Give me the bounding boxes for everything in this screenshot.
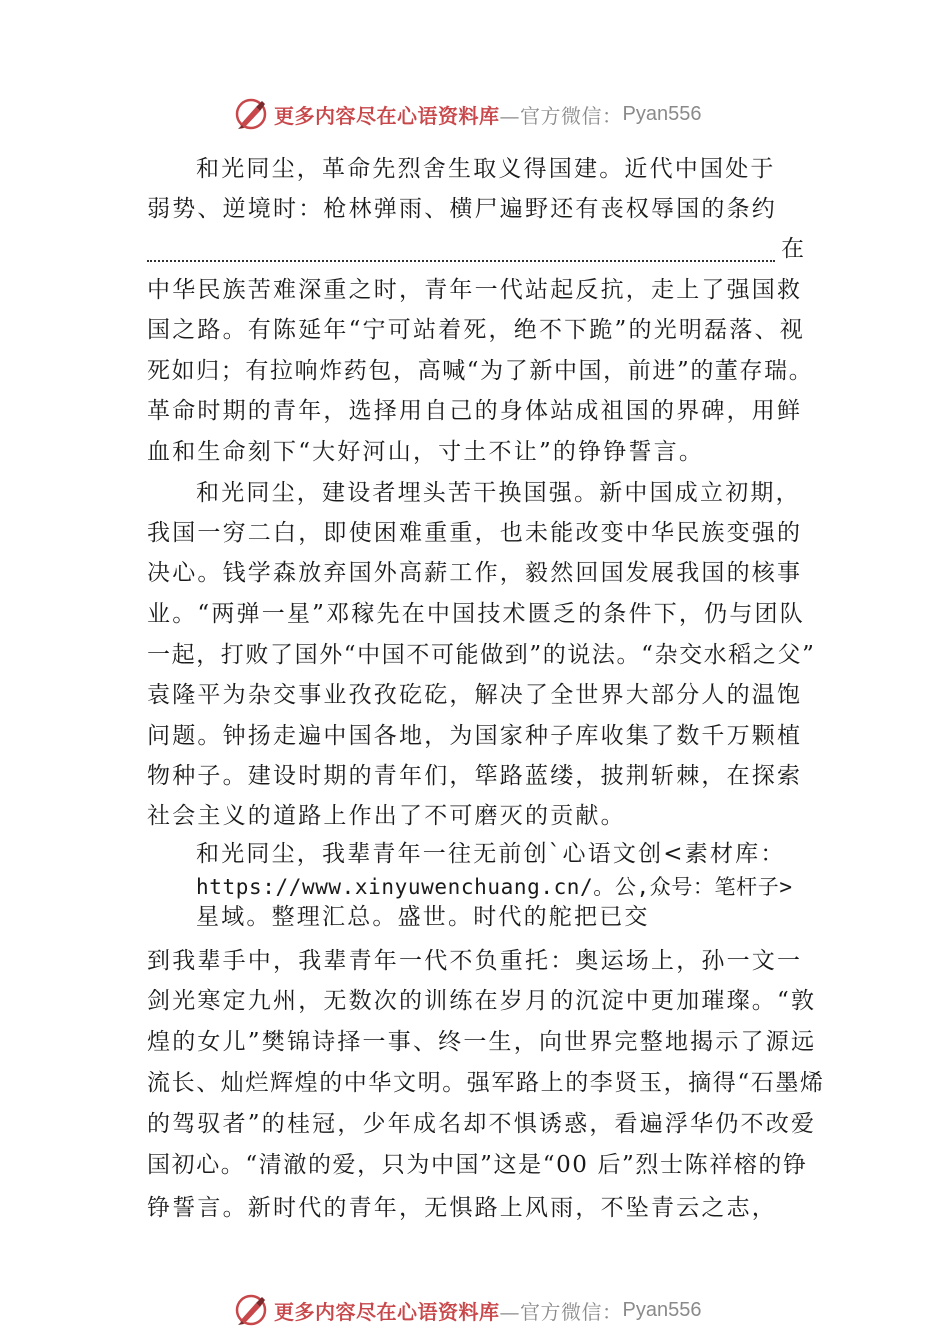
text-line: 社会主义的道路上作出了不可磨灭的贡献。 (147, 803, 626, 829)
text-line: 物种子。建设时期的青年们，筚路蓝缕，披荆斩棘，在探索 (147, 763, 803, 789)
banner-wechat-id: Pyan556 (622, 1298, 702, 1321)
text-line: 和光同尘，我辈青年一往无前创`心语文创<素材库： (196, 841, 786, 867)
text-line: 国之路。有陈延年“宁可站着死，绝不下跪”的光明磊落、视 (147, 317, 805, 343)
text-line: 煌的女儿”樊锦诗择一事、终一生，向世界完整地揭示了源远 (147, 1029, 817, 1055)
text-line: 的驾驭者”的桂冠，少年成名却不惧诱惑，看遍浮华仍不改爱 (147, 1111, 817, 1137)
text-line: 血和生命刻下“大好河山，寸土不让”的铮铮誓言。 (147, 439, 705, 465)
dotted-leader (147, 232, 775, 262)
text-line: 问题。钟扬走遍中国各地，为国家种子库收集了数千万颗植 (147, 723, 803, 749)
text-line: 袁隆平为杂交事业孜孜矻矻，解决了全世界大部分人的温饱 (147, 682, 803, 708)
text-line: 死如归；有拉响炸药包，高喊“为了新中国，前进”的董存瑞。 (147, 358, 814, 384)
text-line: 在 (781, 236, 807, 262)
text-line: 铮誓言。新时代的青年，无惧路上风雨，不坠青云之志， (147, 1195, 777, 1221)
text-line: 决心。钱学森放弃国外高薪工作，毅然回国发展我国的核事 (147, 560, 803, 586)
banner-wechat-id: Pyan556 (622, 102, 702, 125)
header-banner (232, 94, 701, 134)
text-line: 革命时期的青年，选择用自己的身体站成祖国的界碑，用鲜 (147, 398, 803, 424)
pen-logo-icon (232, 1291, 270, 1329)
text-line: 剑光寒定九州，无数次的训练在岁月的沉淀中更加璀璨。“敦 (147, 988, 817, 1014)
banner-site-text: 更多内容尽在心语资料库 (274, 1299, 500, 1324)
pen-logo-icon (232, 95, 270, 133)
footer-banner (232, 1290, 701, 1330)
text-line: 和光同尘，革命先烈舍生取义得国建。近代中国处于 (196, 156, 776, 182)
banner-wechat-label: —官方微信： (499, 1299, 623, 1324)
banner-wechat-label: —官方微信： (499, 103, 623, 128)
text-line: 星域。整理汇总。盛世。时代的舵把已交 (196, 904, 650, 930)
text-line: 我国一穷二白，即使困难重重，也未能改变中华民族变强的 (147, 520, 803, 546)
text-line: 到我辈手中，我辈青年一代不负重托：奥运场上，孙一文一 (147, 948, 803, 974)
text-line: 和光同尘，建设者埋头苦干换国强。新中国成立初期， (196, 480, 801, 506)
text-line: 中华民族苦难深重之时，青年一代站起反抗，走上了强国救 (147, 277, 803, 303)
text-line: 国初心。“清澈的爱，只为中国”这是“00 后”烈士陈祥榕的铮 (147, 1152, 808, 1178)
text-line: 流长、灿烂辉煌的中华文明。强军路上的李贤玉，摘得“石墨烯 (147, 1070, 825, 1096)
text-line: 业。“两弹一星”邓稼先在中国技术匮乏的条件下，仍与团队 (147, 601, 805, 627)
text-line: 一起，打败了国外“中国不可能做到”的说法。“杂交水稻之父” (147, 642, 816, 668)
text-line-url: https://www.xinyuwenchuang.cn/。公,众号：笔杆子> (196, 875, 793, 899)
banner-site-text: 更多内容尽在心语资料库 (274, 103, 500, 128)
text-line: 弱势、逆境时：枪林弹雨、横尸遍野还有丧权辱国的条约 (147, 196, 777, 222)
